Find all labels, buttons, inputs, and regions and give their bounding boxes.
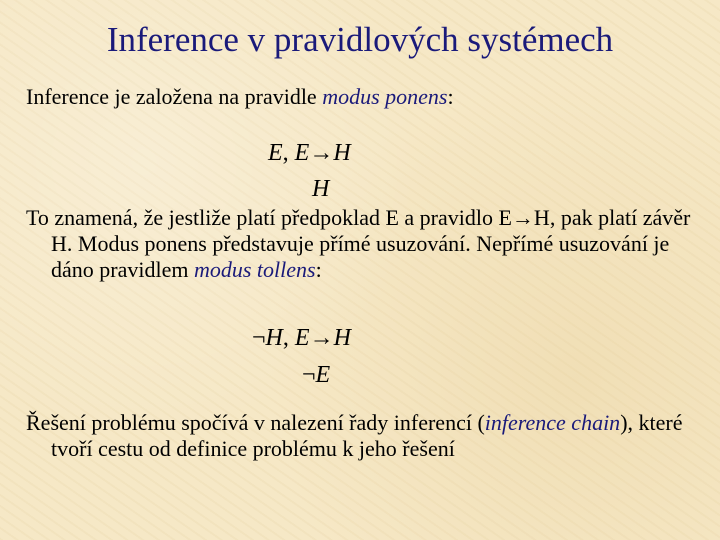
formula-symbol: E bbox=[315, 362, 331, 388]
formula-symbol: H bbox=[265, 325, 283, 351]
negation-symbol: ¬ bbox=[252, 325, 266, 351]
formula-symbol: H bbox=[333, 325, 351, 351]
term-modus-ponens: modus ponens bbox=[322, 84, 448, 109]
paragraph-tail: ), které tvoří cestu od definice problému k jeho řešení bbox=[51, 410, 683, 461]
paragraph-modus-ponens bbox=[26, 84, 711, 110]
formula-tollens-premises bbox=[252, 325, 351, 352]
formula-symbol: E bbox=[294, 140, 310, 166]
paragraph-modus-tollens bbox=[26, 205, 711, 283]
paragraph-inference-chain bbox=[26, 410, 711, 462]
formula-symbol: E bbox=[294, 325, 310, 351]
term-inference-chain: inference chain bbox=[484, 410, 621, 435]
implies-symbol: → bbox=[309, 140, 334, 166]
paragraph-text: Inference je založena na pravidle bbox=[26, 84, 323, 109]
formula-symbol: H bbox=[312, 176, 330, 202]
formula-separator: , bbox=[282, 140, 295, 166]
slide-title: Inference v pravidlových systémech bbox=[106, 20, 614, 59]
formula-separator: , bbox=[282, 325, 295, 351]
formula-ponens-conclusion bbox=[312, 176, 329, 203]
paragraph-tail: : bbox=[315, 257, 322, 282]
term-modus-tollens: modus tollens bbox=[193, 257, 316, 282]
formula-ponens-premises bbox=[268, 140, 351, 167]
paragraph-text: Řešení problému spočívá v nalezení řady inferencí ( bbox=[26, 410, 485, 435]
implies-symbol: → bbox=[309, 325, 334, 351]
formula-symbol: H bbox=[333, 140, 351, 166]
negation-symbol: ¬ bbox=[302, 362, 316, 388]
formula-symbol: E bbox=[268, 140, 283, 166]
formula-tollens-conclusion bbox=[302, 362, 330, 389]
paragraph-tail: : bbox=[447, 84, 454, 109]
paragraph-text: To znamená, že jestliže platí předpoklad E a pravidlo E→H, pak platí závěr H. Modus ponens představuje přímé usuzování. Nepřímé usuzování je dáno pravidlem bbox=[26, 205, 691, 282]
